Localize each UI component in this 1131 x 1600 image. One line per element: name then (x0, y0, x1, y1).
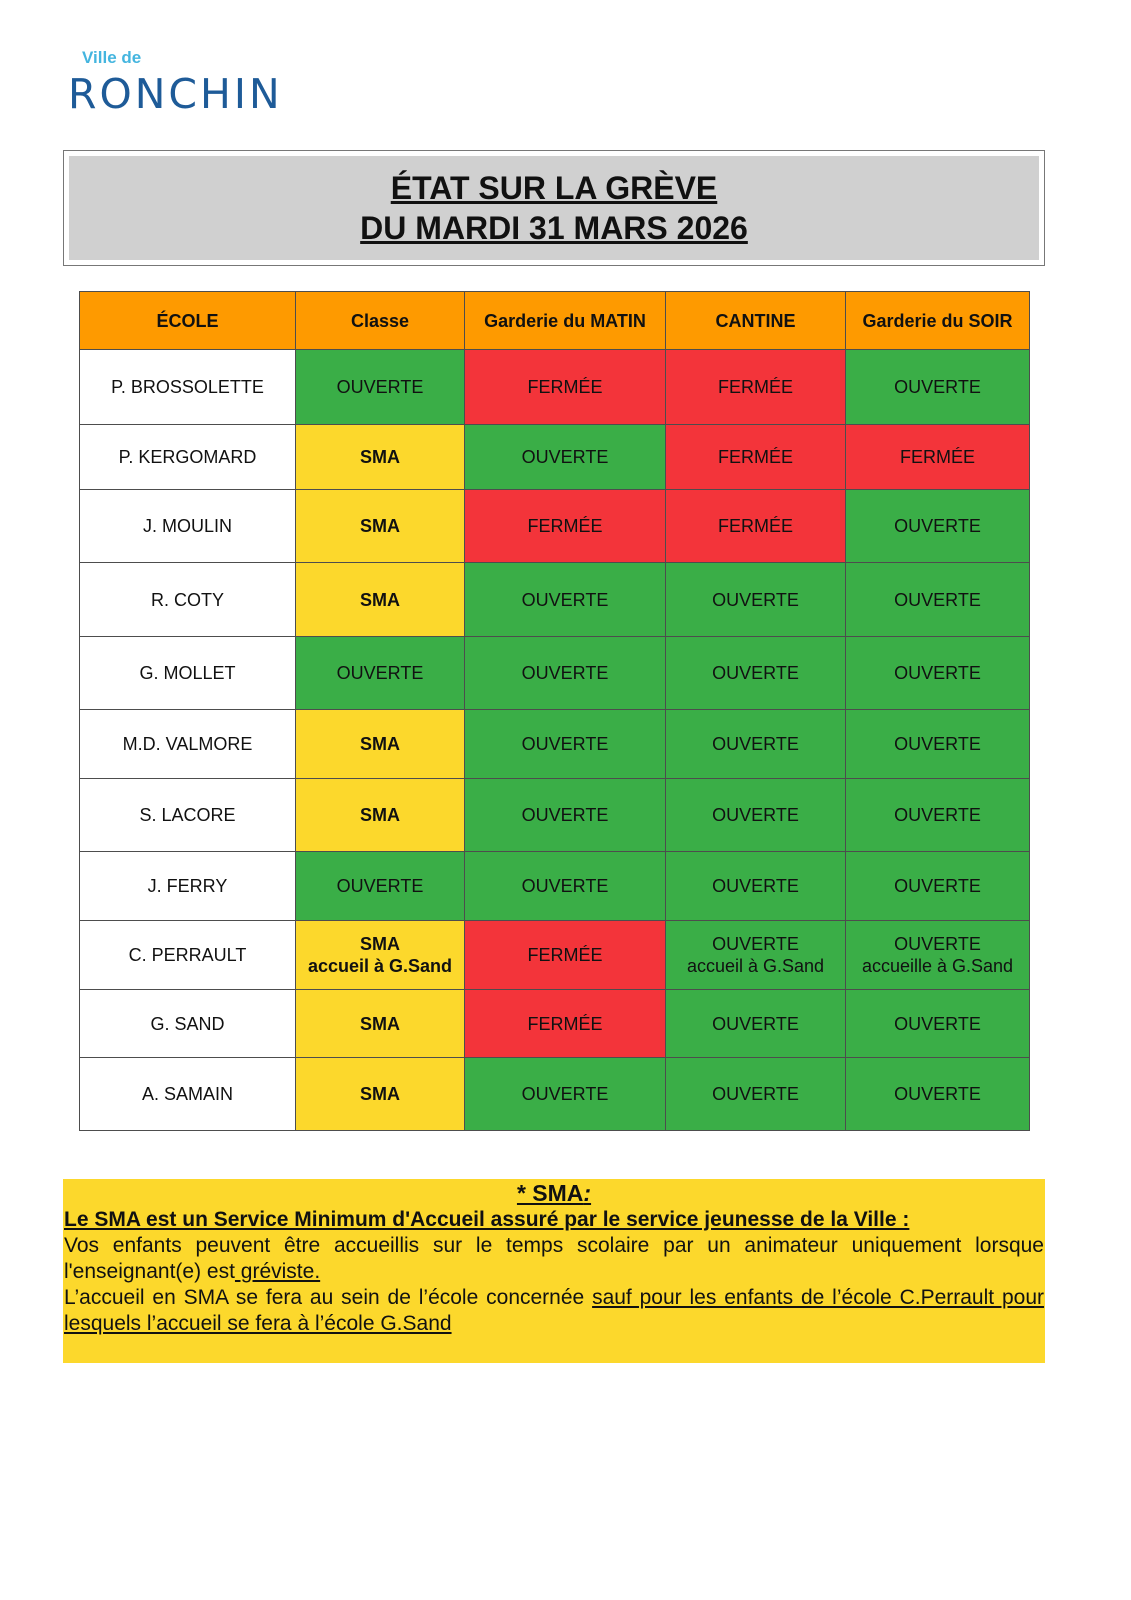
status-cell (296, 710, 465, 779)
status-subtext: accueille à G.Sand (861, 956, 1014, 976)
status-text: OUVERTE (712, 1013, 799, 1034)
status-cell (846, 350, 1030, 425)
status-text: OUVERTE (521, 589, 609, 610)
header-ecole: ÉCOLE (80, 292, 296, 350)
status-cell (296, 779, 465, 852)
school-name-cell: J. MOULIN (80, 490, 296, 563)
status-text: FERMÉE (899, 447, 975, 467)
status-cell (666, 990, 846, 1058)
status-cell (296, 425, 465, 490)
status-cell (666, 921, 846, 990)
status-subtext: accueil à G.Sand (307, 956, 453, 976)
status-cell (666, 779, 846, 852)
table-header-row (80, 292, 1030, 350)
table-row (80, 490, 1030, 563)
status-cell (296, 990, 465, 1058)
status-text: OUVERTE (894, 876, 981, 896)
note-p2-text: L’accueil en SMA se fera au sein de l’école concernée (64, 1286, 593, 1309)
status-text: SMA (360, 734, 400, 754)
status-cell (465, 990, 666, 1058)
note-subtitle: Le SMA est un Service Minimum d'Accueil assuré par le service jeunesse de la Ville : (64, 1208, 910, 1231)
logo-big-text: RONCHIN (68, 70, 283, 118)
status-text: OUVERTE (894, 589, 981, 610)
page-title-line2: DU MARDI 31 MARS 2026 (360, 210, 748, 246)
status-text: OUVERTE (712, 734, 799, 754)
status-cell (465, 1058, 666, 1131)
status-text: OUVERTE (712, 1084, 799, 1104)
school-name-cell: C. PERRAULT (80, 921, 296, 990)
table-row (80, 425, 1030, 490)
school-name-cell: P. KERGOMARD (80, 425, 296, 490)
table-row (80, 350, 1030, 425)
status-cell (666, 350, 846, 425)
status-cell (465, 490, 666, 563)
table-row (80, 990, 1030, 1058)
status-text: OUVERTE (336, 377, 424, 397)
status-cell (465, 779, 666, 852)
status-cell (296, 350, 465, 425)
status-text: FERMÉE (717, 377, 793, 397)
title-box (63, 150, 1045, 266)
status-text: OUVERTE (712, 876, 799, 896)
status-text: OUVERTE (894, 805, 981, 825)
status-text: OUVERTE (521, 805, 609, 825)
school-name-cell: M.D. VALMORE (80, 710, 296, 779)
status-cell (465, 637, 666, 710)
school-name-cell: S. LACORE (80, 779, 296, 852)
note-title-main: * SMA (516, 1180, 584, 1206)
table-row (80, 710, 1030, 779)
status-text: OUVERTE (521, 663, 609, 683)
table-row (80, 779, 1030, 852)
header-classe: Classe (296, 292, 465, 350)
status-text: OUVERTE (894, 1084, 981, 1104)
status-text: FERMÉE (527, 516, 603, 536)
header-cantine: CANTINE (666, 292, 846, 350)
status-cell (666, 490, 846, 563)
school-name-cell: A. SAMAIN (80, 1058, 296, 1131)
status-text: OUVERTE (894, 516, 981, 536)
status-cell (666, 710, 846, 779)
school-name-cell: G. SAND (80, 990, 296, 1058)
status-cell (846, 779, 1030, 852)
status-text: OUVERTE (521, 447, 609, 467)
status-text: SMA (360, 934, 400, 954)
note-p2-exception: sauf pour les enfants de l’école C.Perrault pour lesquels l’accueil se fera à l’école G.Sand (64, 1286, 1045, 1335)
status-cell (666, 1058, 846, 1131)
table-row (80, 1058, 1030, 1131)
status-cell (666, 563, 846, 637)
status-text: OUVERTE (336, 876, 424, 896)
table-row (80, 563, 1030, 637)
status-cell (846, 921, 1030, 990)
page-title-line1: ÉTAT SUR LA GRÈVE (390, 170, 718, 206)
status-text: FERMÉE (527, 945, 603, 965)
note-p1-greviste: gréviste. (234, 1260, 321, 1283)
status-cell (465, 921, 666, 990)
status-cell (465, 710, 666, 779)
status-text: SMA (360, 805, 400, 825)
status-cell (465, 425, 666, 490)
status-cell (846, 990, 1030, 1058)
status-cell (846, 1058, 1030, 1131)
status-cell (465, 350, 666, 425)
status-text: FERMÉE (717, 447, 793, 467)
status-text: OUVERTE (336, 663, 424, 683)
note-paragraph-2 (64, 1285, 1044, 1337)
note-p1-text: Vos enfants peuvent être accueillis sur le temps scolaire par un animateur uniquement lorsque l'enseignant(e) est (64, 1234, 1044, 1283)
school-name-cell: P. BROSSOLETTE (80, 350, 296, 425)
status-cell (296, 637, 465, 710)
title-banner (69, 156, 1039, 260)
note-title-colon: : (583, 1180, 592, 1206)
status-cell (846, 710, 1030, 779)
status-cell (666, 425, 846, 490)
table-row (80, 637, 1030, 710)
status-text: OUVERTE (712, 589, 799, 610)
sma-note (63, 1179, 1045, 1363)
status-cell (465, 852, 666, 921)
status-text: OUVERTE (712, 805, 799, 825)
status-text: SMA (360, 589, 400, 610)
status-text: OUVERTE (894, 734, 981, 754)
status-text: FERMÉE (527, 377, 603, 397)
status-cell (465, 563, 666, 637)
status-cell (846, 563, 1030, 637)
status-cell (666, 852, 846, 921)
status-text: OUVERTE (894, 1013, 981, 1034)
status-text: OUVERTE (712, 663, 799, 683)
status-cell (296, 921, 465, 990)
status-cell (846, 852, 1030, 921)
status-text: OUVERTE (712, 934, 799, 954)
table-row (80, 852, 1030, 921)
school-name-cell: R. COTY (80, 563, 296, 637)
status-text: OUVERTE (521, 876, 609, 896)
status-text: SMA (360, 447, 400, 467)
note-title (64, 1179, 1044, 1207)
status-cell (296, 490, 465, 563)
status-text: SMA (360, 1013, 400, 1034)
status-cell (846, 637, 1030, 710)
status-text: OUVERTE (521, 734, 609, 754)
status-text: OUVERTE (894, 934, 981, 954)
status-cell (846, 425, 1030, 490)
status-text: OUVERTE (894, 663, 981, 683)
status-cell (666, 637, 846, 710)
note-paragraph-1 (64, 1233, 1044, 1285)
status-cell (296, 563, 465, 637)
status-text: OUVERTE (894, 377, 981, 397)
status-text: FERMÉE (527, 1013, 603, 1034)
logo-small-text: Ville de (82, 48, 142, 67)
status-subtext: accueil à G.Sand (686, 956, 825, 976)
school-name-cell: J. FERRY (80, 852, 296, 921)
status-cell (846, 490, 1030, 563)
status-text: OUVERTE (521, 1084, 609, 1104)
status-cell (296, 852, 465, 921)
strike-status-table (79, 291, 1030, 1131)
header-garderie-soir: Garderie du SOIR (846, 292, 1030, 350)
status-text: FERMÉE (717, 516, 793, 536)
status-text: SMA (360, 516, 400, 536)
status-text: SMA (360, 1084, 400, 1104)
header-garderie-matin: Garderie du MATIN (465, 292, 666, 350)
table-row (80, 921, 1030, 990)
status-cell (296, 1058, 465, 1131)
school-name-cell: G. MOLLET (80, 637, 296, 710)
